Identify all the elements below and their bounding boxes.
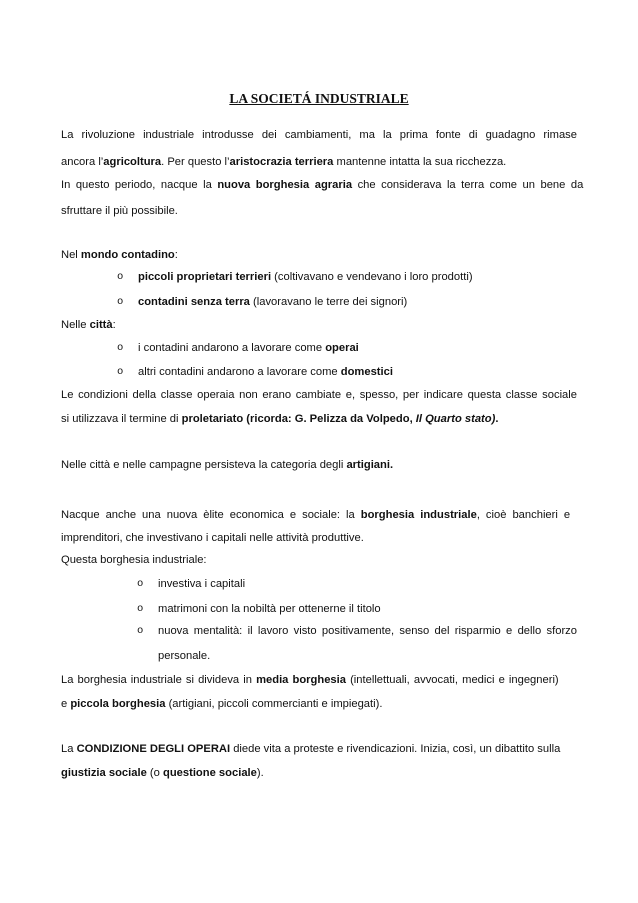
- paragraph-1-line-2: ancora l’agricoltura. Per questo l’aristocrazia terriera mantenne intatta la sua ricchezza.: [61, 156, 507, 168]
- borghesia-line-5: e piccola borghesia (artigiani, piccoli commercianti e impiegati).: [61, 698, 383, 710]
- borghesia-line-1: Nacque anche una nuova èlite economica e sociale: la borghesia industriale, cioè banchieri e: [61, 509, 571, 521]
- bullet-icon: o: [117, 271, 124, 283]
- artigiani-line: Nelle città e nelle campagne persisteva la categoria degli artigiani.: [61, 459, 394, 471]
- condizione-operai-line-2: giustizia sociale (o questione sociale).: [61, 767, 264, 779]
- paragraph-1-line-3: In questo periodo, nacque la nuova borghesia agraria che considerava la terra come un bene da: [61, 179, 584, 191]
- paragraph-1-line-4: sfruttare il più possibile.: [61, 205, 178, 217]
- bullet-icon: o: [117, 342, 124, 354]
- mondo-contadino-intro: Nel mondo contadino:: [61, 249, 178, 261]
- bullet-icon: o: [137, 603, 144, 615]
- condizioni-line-1: Le condizioni della classe operaia non erano cambiate e, spesso, per indicare questa classe sociale: [61, 389, 577, 401]
- bullet-icon: o: [117, 296, 124, 308]
- citta-intro: Nelle città:: [61, 319, 116, 331]
- bullet-icon: o: [117, 366, 124, 378]
- paragraph-1-line-1: La rivoluzione industriale introdusse dei cambiamenti, ma la prima fonte di guadagno rimase: [61, 129, 577, 141]
- list-item-continuation: personale.: [158, 650, 211, 662]
- list-item: matrimoni con la nobiltà per ottenerne il titolo: [158, 603, 381, 615]
- list-item: piccoli proprietari terrieri (coltivavano e vendevano i loro prodotti): [138, 271, 473, 283]
- list-item: contadini senza terra (lavoravano le terre dei signori): [138, 296, 408, 308]
- condizione-operai-line-1: La CONDIZIONE DEGLI OPERAI diede vita a proteste e rivendicazioni. Inizia, così, un dibattito sulla: [61, 743, 561, 755]
- bullet-icon: o: [137, 578, 144, 590]
- list-item: altri contadini andarono a lavorare come domestici: [138, 366, 393, 378]
- list-item: i contadini andarono a lavorare come operai: [138, 342, 359, 354]
- bullet-icon: o: [137, 625, 144, 637]
- borghesia-line-4: La borghesia industriale si divideva in media borghesia (intellettuali, avvocati, medici e ingegneri): [61, 674, 559, 686]
- condizioni-line-2: si utilizzava il termine di proletariato (ricorda: G. Pelizza da Volpedo, Il Quarto stato).: [61, 413, 499, 425]
- borghesia-line-3: Questa borghesia industriale:: [61, 554, 207, 566]
- borghesia-line-2: imprenditori, che investivano i capitali nelle attività produttive.: [61, 532, 364, 544]
- page-title: LA SOCIETÁ INDUSTRIALE: [229, 91, 409, 106]
- list-item: nuova mentalità: il lavoro visto positivamente, senso del risparmio e dello sforzo: [158, 625, 577, 637]
- list-item: investiva i capitali: [158, 578, 246, 590]
